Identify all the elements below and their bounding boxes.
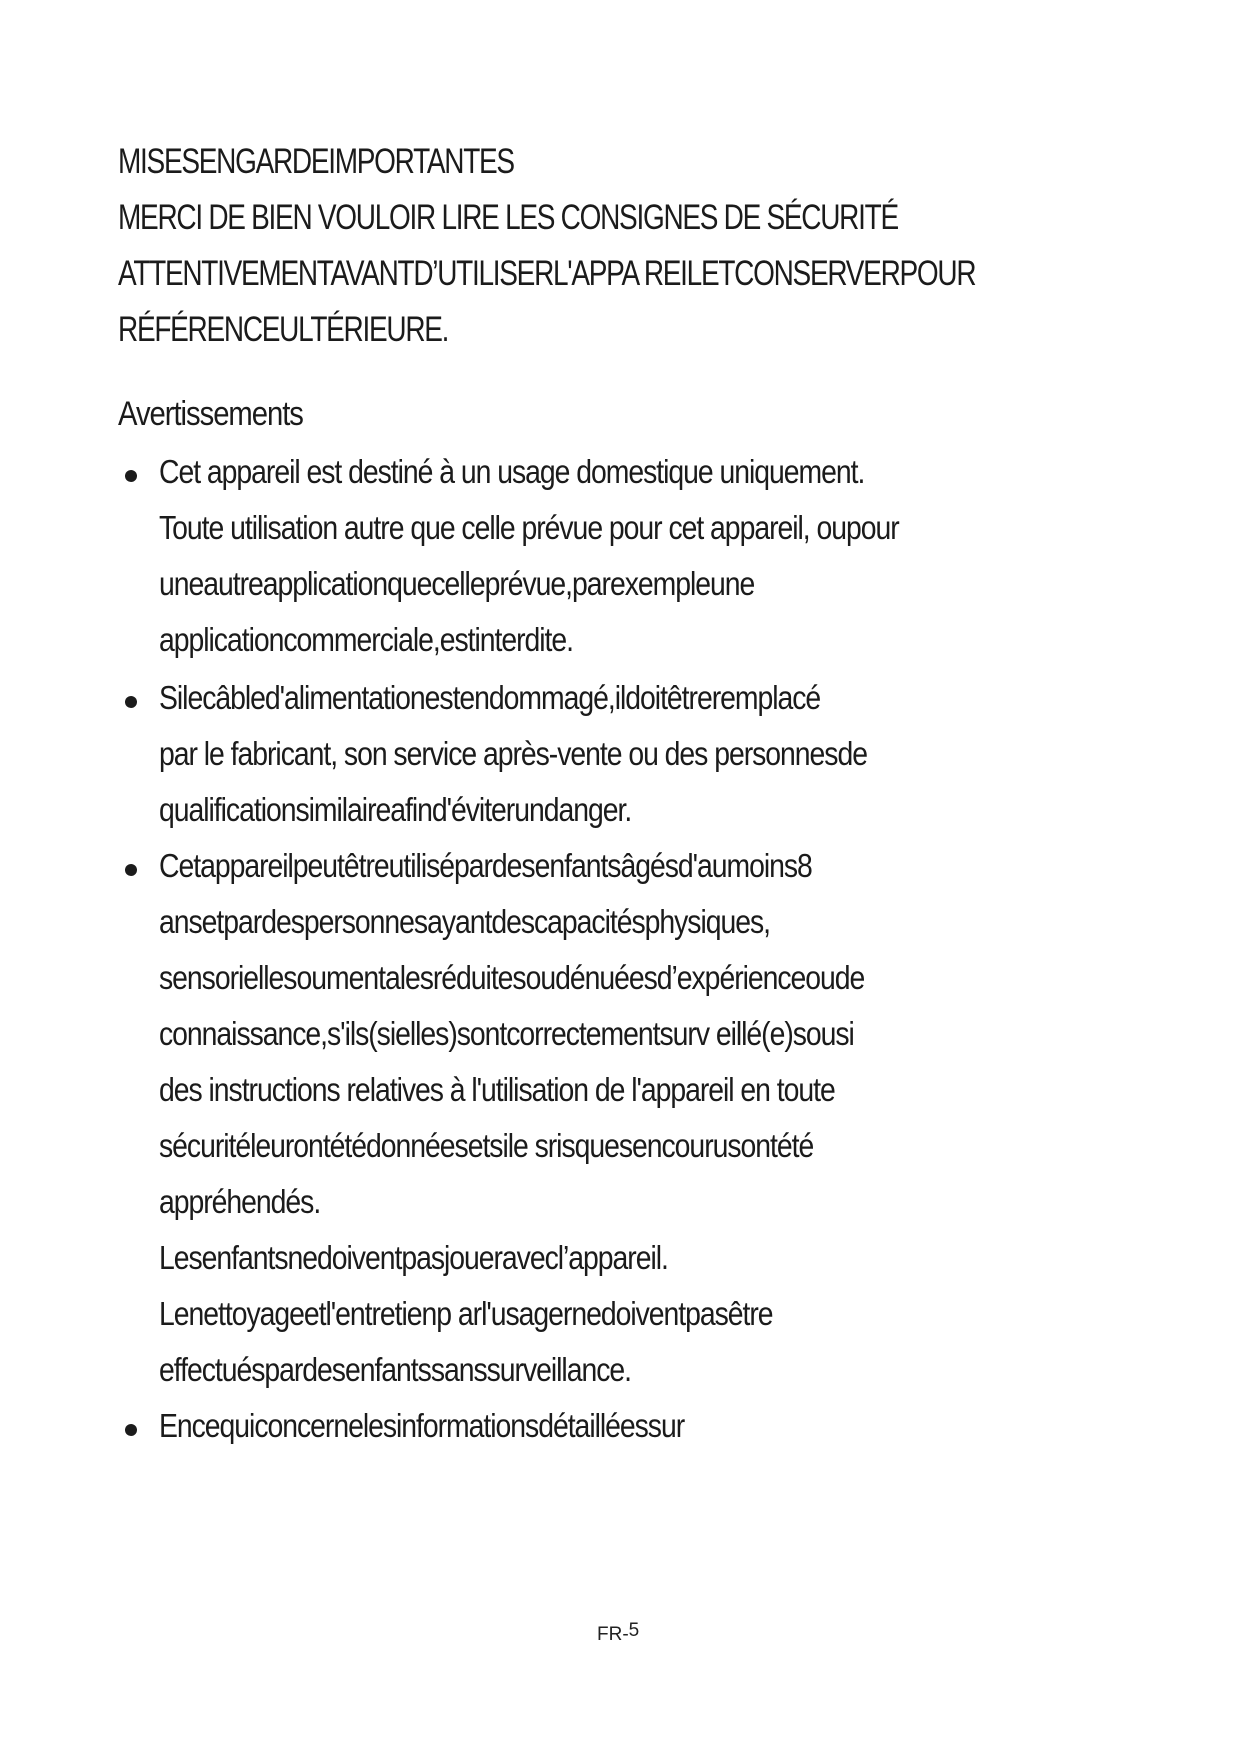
heading-line-3: ATTENTIVEMENTAVANTD’UTILISERL'APPA REILETCONSERVERPOUR bbox=[118, 254, 976, 293]
bullet-3-line-3: sensoriellesoumentalesréduitesoudénuéesd’expérienceoude bbox=[159, 959, 865, 996]
bullet-2-line-1: Silecâbled'alimentationestendommagé,ildoitêtreremplacé bbox=[159, 679, 821, 716]
bullet-dot bbox=[125, 1424, 137, 1436]
bullet-dot bbox=[125, 470, 137, 482]
heading-line-4: RÉFÉRENCEULTÉRIEURE. bbox=[118, 310, 449, 349]
bullet-2-line-2: par le fabricant, son service après-vente ou des personnesde bbox=[159, 735, 867, 772]
page-number bbox=[597, 1620, 640, 1646]
bullet-1-line-3: uneautreapplicationquecelleprévue,parexempleune bbox=[159, 565, 755, 602]
bullet-3-line-5: des instructions relatives à l'utilisation de l'appareil en toute bbox=[159, 1071, 835, 1108]
bullet-2-line-3: qualificationsimilaireafind'éviterundanger. bbox=[159, 791, 632, 828]
bullet-3-line-7: appréhendés. bbox=[159, 1183, 321, 1220]
bullet-1-line-2: Toute utilisation autre que celle prévue pour cet appareil, oupour bbox=[159, 509, 899, 546]
bullet-3-line-8: Lesenfantsnedoiventpasjoueravecl’appareil. bbox=[159, 1239, 668, 1276]
bullet-3-line-1: Cetappareilpeutêtreutilisépardesenfantsâgésd'aumoins8 bbox=[159, 847, 812, 884]
bullet-dot bbox=[125, 864, 137, 876]
bullet-1-line-4: applicationcommerciale,estinterdite. bbox=[159, 621, 573, 658]
bullet-3-line-6: sécuritéleurontétédonnéesetsile srisquesencourusontété bbox=[159, 1127, 814, 1164]
bullet-3-line-4: connaissance,s'ils(sielles)sontcorrectementsurv eillé(e)sousi bbox=[159, 1015, 854, 1052]
section-title: Avertissements bbox=[118, 395, 303, 433]
heading-line-2: MERCI DE BIEN VOULOIR LIRE LES CONSIGNES DE SÉCURITÉ bbox=[118, 198, 898, 237]
bullet-3-line-2: ansetpardespersonnesayantdescapacitésphysiques, bbox=[159, 903, 770, 940]
bullet-dot bbox=[125, 696, 137, 708]
bullet-3-line-10: effectuéspardesenfantssanssurveillance. bbox=[159, 1351, 631, 1388]
page-number-prefix: FR- bbox=[597, 1624, 629, 1645]
heading-line-1: MISESENGARDEIMPORTANTES bbox=[118, 142, 514, 181]
bullet-4-line-1: Encequiconcernelesinformationsdétailléessur bbox=[159, 1407, 685, 1444]
bullet-3-line-9: Lenettoyageetl'entretienp arl'usagernedoiventpasêtre bbox=[159, 1295, 773, 1332]
page-number-value: 5 bbox=[628, 1620, 640, 1641]
bullet-1-line-1: Cet appareil est destiné à un usage domestique uniquement. bbox=[159, 453, 865, 490]
